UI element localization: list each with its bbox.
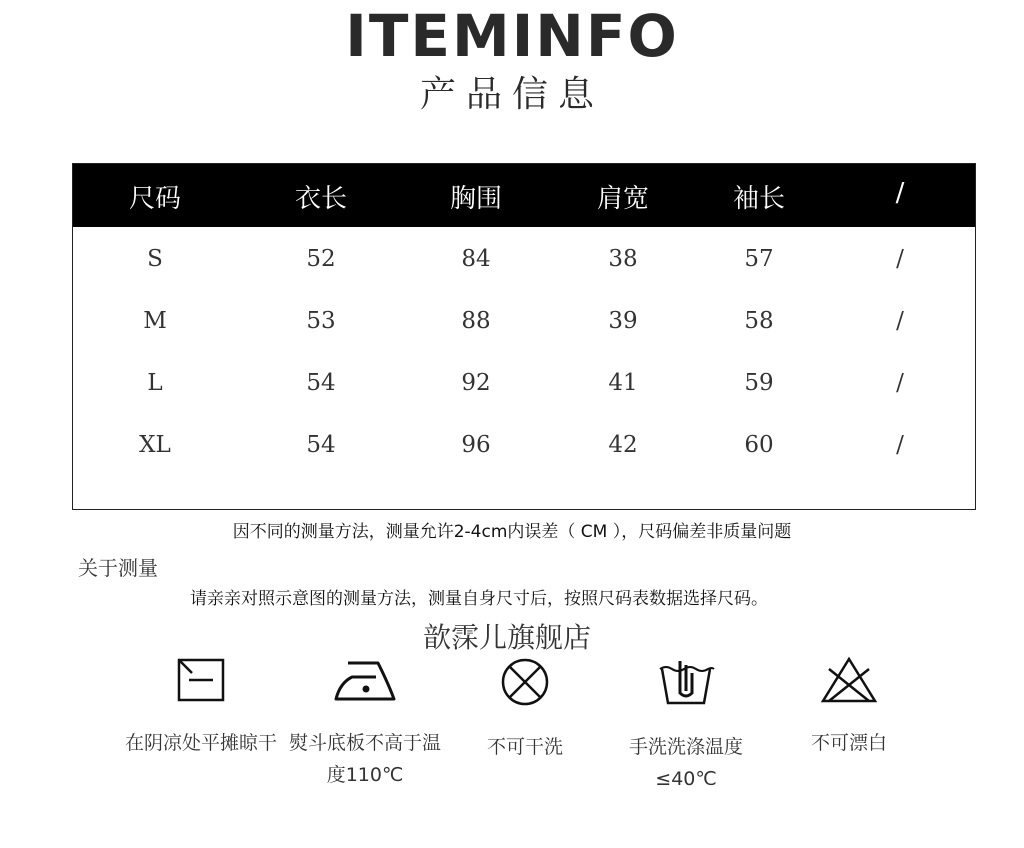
table-cell: 84	[461, 246, 491, 272]
section-label: 关于测量	[78, 556, 158, 580]
care-item	[601, 655, 771, 795]
table-cell: 42	[608, 432, 638, 458]
care-item	[440, 655, 610, 763]
no-dry-clean-icon	[498, 655, 552, 709]
column-header-shoulder: 肩宽	[596, 184, 650, 214]
table-cell: 39	[608, 308, 638, 334]
hand-wash-icon	[656, 655, 716, 709]
column-header-bust: 胸围	[449, 184, 503, 214]
table-cell: 96	[461, 432, 491, 458]
table-cell: 53	[306, 308, 336, 334]
care-item	[280, 655, 450, 791]
care-label: 在阴凉处平摊晾干	[124, 732, 277, 754]
table-cell: /	[896, 432, 904, 458]
store-name: 歆霂儿旗舰店	[422, 621, 591, 654]
table-cell: 59	[744, 370, 774, 396]
table-cell: 57	[744, 246, 774, 272]
table-cell: 88	[461, 308, 491, 334]
measurement-tip: 请亲亲对照示意图的测量方法，测量自身尺寸后，按照尺码表数据选择尺码。	[190, 589, 768, 609]
table-cell: 54	[306, 432, 336, 458]
table-cell: XL	[139, 432, 171, 458]
care-label: 手洗洗涤温度≤40℃	[628, 736, 743, 790]
size-table	[72, 163, 976, 510]
table-cell: /	[896, 370, 904, 396]
column-header-sleeve: 袖长	[732, 184, 786, 214]
table-cell: 92	[461, 370, 491, 396]
table-cell: 52	[306, 246, 336, 272]
care-label: 不可漂白	[810, 732, 887, 754]
page-subtitle: 产品信息	[419, 74, 604, 115]
table-cell: 41	[608, 370, 638, 396]
page-title: ITEMINFO	[345, 2, 679, 70]
column-header-slash: /	[895, 178, 905, 208]
care-item	[116, 655, 286, 759]
table-cell: 60	[744, 432, 774, 458]
table-cell: 38	[608, 246, 638, 272]
column-header-length: 衣长	[294, 184, 348, 214]
care-label: 不可干洗	[486, 736, 563, 758]
table-cell: S	[147, 246, 163, 272]
table-cell: M	[143, 308, 167, 334]
table-cell: 54	[306, 370, 336, 396]
care-label: 熨斗底板不高于温度110℃	[288, 732, 441, 786]
iron-low-temp-icon	[330, 655, 400, 705]
no-bleach-icon	[819, 655, 879, 705]
table-cell: /	[896, 246, 904, 272]
flat-dry-shade-icon	[176, 655, 226, 705]
table-cell: /	[896, 308, 904, 334]
table-cell: L	[147, 370, 163, 396]
table-cell: 58	[744, 308, 774, 334]
size-table-header	[73, 164, 975, 227]
measurement-error-note: 因不同的测量方法，测量允许2-4cm内误差（ CM ），尺码偏差非质量问题	[232, 522, 792, 542]
column-header-size: 尺码	[128, 184, 182, 214]
care-item	[764, 655, 934, 759]
